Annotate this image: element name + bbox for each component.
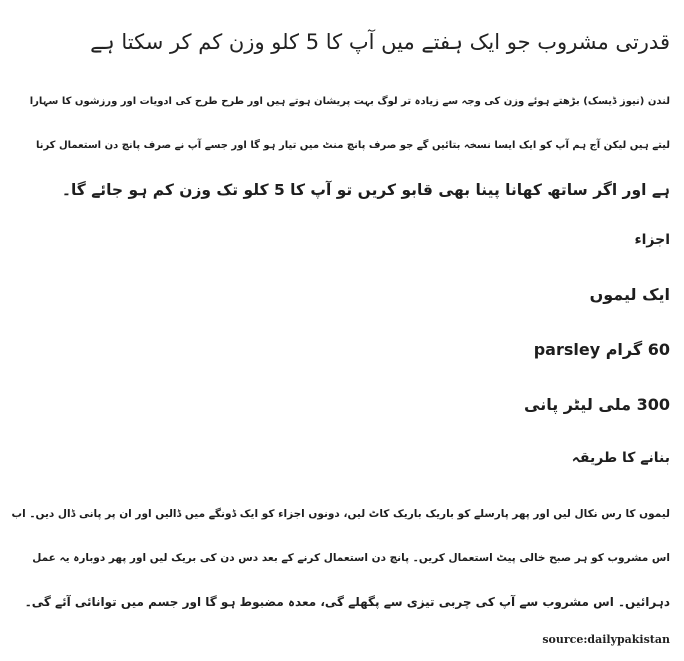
method-line: دہرائیں۔ اس مشروب سے آپ کی چربی تیزی سے پگھلے گی، معدہ مضبوط ہو گا اور جسم میں توانائی آئے گی۔ bbox=[24, 595, 670, 609]
ingredients-heading: اجزاء bbox=[634, 232, 670, 248]
method-heading: بنانے کا طریقہ bbox=[571, 450, 670, 466]
intro-line: لندن (نیوز ڈیسک) بڑھتے ہوئے وزن کی وجہ سے زیادہ تر لوگ بہت پریشان ہوتے ہیں اور طرح طرح کی ادویات اور ورزشوں کا سہارا bbox=[29, 96, 670, 107]
method-line: لیموں کا رس نکال لیں اور پھر پارسلے کو باریک باریک کاٹ لیں، دونوں اجزاء کو ایک ڈونگے میں ڈالیں اور ان پر پانی ڈال دیں۔ اب bbox=[11, 508, 670, 520]
ingredient-item: ایک لیموں bbox=[589, 285, 670, 304]
source-credit: source:dailypakistan bbox=[542, 633, 670, 646]
method-paragraph bbox=[10, 492, 670, 624]
intro-paragraph bbox=[10, 80, 670, 212]
article-title: قدرتی مشروب جو ایک ہفتے میں آپ کا 5 کلو وزن کم کر سکتا ہے bbox=[90, 30, 670, 54]
ingredient-item: 60 گرام parsley bbox=[533, 340, 670, 359]
ingredient-item: 300 ملی لیٹر پانی bbox=[524, 395, 670, 414]
intro-line: ہے اور اگر ساتھ کھانا پینا بھی قابو کریں تو آپ کا 5 کلو تک وزن کم ہو جائے گا۔ bbox=[61, 181, 670, 199]
method-line: اس مشروب کو ہر صبح خالی پیٹ استعمال کریں۔ پانچ دن استعمال کرنے کے بعد دس دن کی بریک لیں اور پھر دوبارہ یہ عمل bbox=[32, 552, 670, 564]
intro-line: لیتے ہیں لیکن آج ہم آپ کو ایک ایسا نسخہ بتائیں گے جو صرف پانچ منٹ میں تیار ہو گا اور جسے آپ نے صرف پانچ دن استعمال کرنا bbox=[35, 140, 670, 151]
